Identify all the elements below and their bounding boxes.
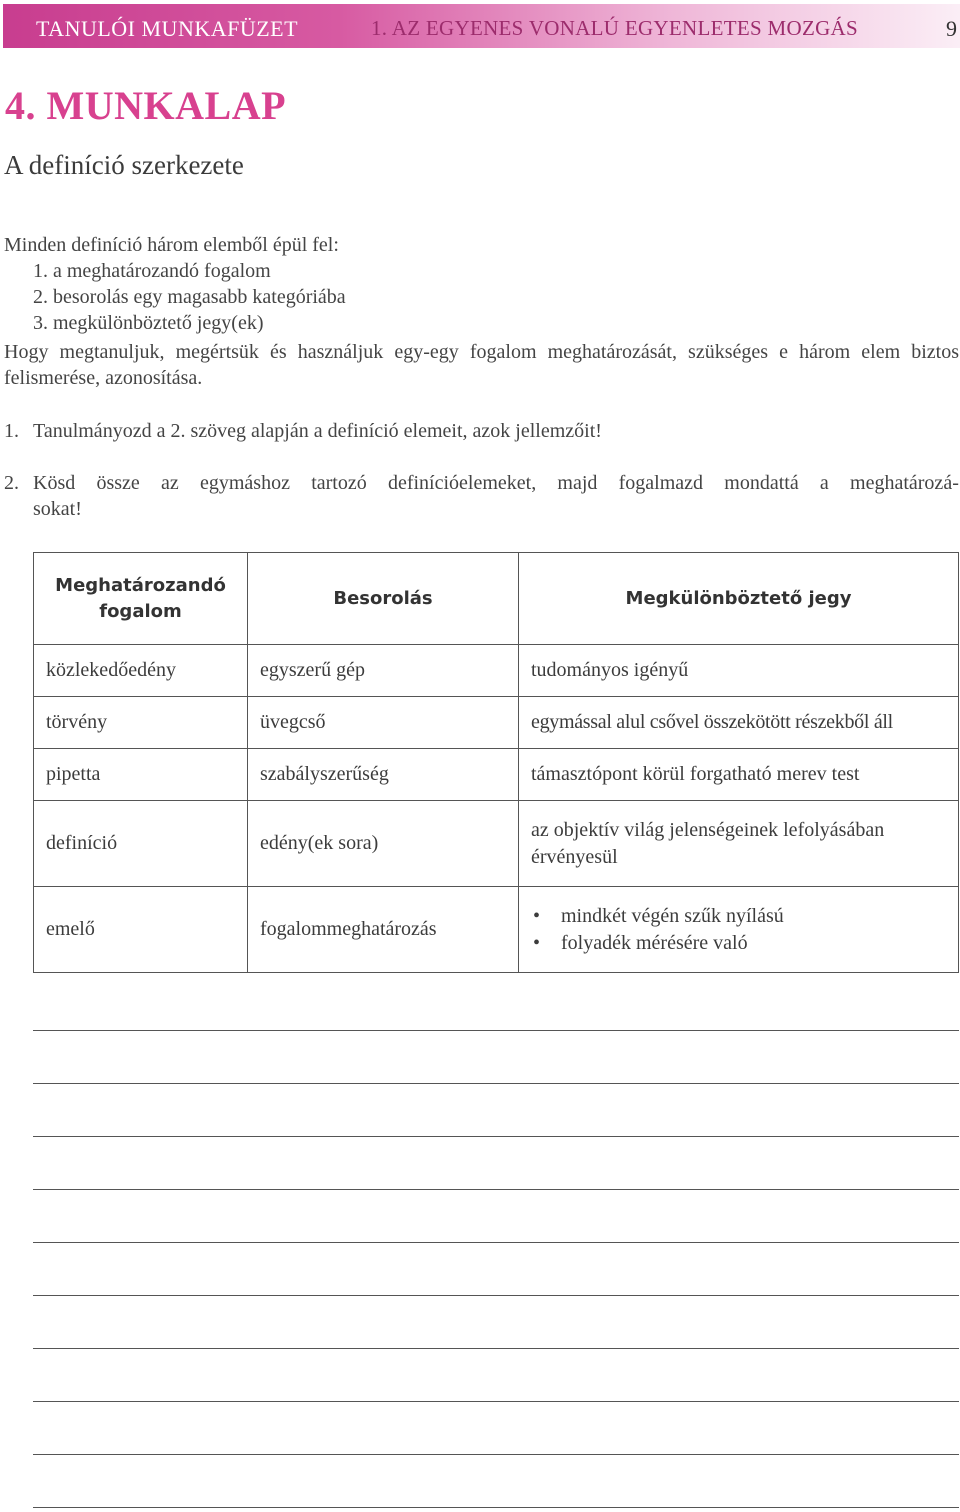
table-cell: tudományos igényű: [519, 645, 959, 697]
definition-elements-list: [33, 258, 346, 336]
bullet-icon: •: [533, 904, 541, 927]
column-header-concept: Meghatározandó fogalom: [34, 553, 248, 645]
definition-table: [33, 552, 959, 973]
header-chapter-title: 1. AZ EGYENES VONALÚ EGYENLETES MOZGÁS: [371, 16, 858, 40]
table-cell: az objektív világ jelenségeinek lefolyásában érvényesül: [519, 801, 959, 887]
table-row: [34, 697, 959, 749]
table-cell: emelő: [34, 887, 248, 973]
header-workbook-title: TANULÓI MUNKAFÜZET: [36, 16, 299, 41]
answer-line[interactable]: [33, 1189, 959, 1190]
column-header-classification: Besorolás: [248, 553, 519, 645]
answer-line[interactable]: [33, 1030, 959, 1031]
task-word: a: [819, 472, 829, 494]
task-word: az: [161, 472, 179, 494]
table-cell: definíció: [34, 801, 248, 887]
answer-line[interactable]: [33, 1083, 959, 1084]
task-2-line-2: sokat!: [33, 498, 82, 520]
bullet-icon: •: [533, 931, 541, 954]
task-word: majd: [557, 472, 598, 494]
task-2: [4, 470, 959, 522]
table-row: [34, 749, 959, 801]
answer-line[interactable]: [33, 1401, 959, 1402]
explanation-text: Hogy megtanuljuk, megértsük és használjuk egy-egy fogalom meghatározását, szükséges e három elem biztos felismerése, azonosítása.: [4, 341, 959, 389]
intro-text: Minden definíció három elemből épül fel:: [4, 234, 339, 256]
header-bar: [3, 4, 960, 48]
feature-bullet-list: [531, 903, 946, 957]
table-cell: szabályszerűség: [248, 749, 519, 801]
task-number: 1.: [4, 420, 19, 442]
list-item: [531, 903, 946, 930]
table-cell: edény(ek sora): [248, 801, 519, 887]
bullet-text: folyadék mérésére való: [561, 931, 748, 954]
table-cell: egyszerű gép: [248, 645, 519, 697]
table-cell: pipetta: [34, 749, 248, 801]
table-header-row: [34, 553, 959, 645]
task-word: meghatározá-: [850, 472, 959, 494]
answer-line[interactable]: [33, 1242, 959, 1243]
task-number: 2.: [4, 472, 19, 494]
task-word: egymáshoz: [199, 472, 290, 494]
bullet-text: mindkét végén szűk nyílású: [561, 904, 784, 927]
answer-line[interactable]: [33, 1136, 959, 1137]
list-item: [531, 930, 946, 957]
page-number: 9: [946, 16, 957, 41]
task-text: Tanulmányozd a 2. szöveg alapján a definíció elemeit, azok jellemzőit!: [33, 420, 602, 442]
table-cell: üvegcső: [248, 697, 519, 749]
worksheet-subtitle: A definíció szerkezete: [4, 150, 244, 180]
table-row: [34, 801, 959, 887]
task-word: mondattá: [724, 472, 799, 494]
table-row: [34, 645, 959, 697]
task-word: Kösd: [33, 472, 76, 494]
definition-element: 2. besorolás egy magasabb kategóriába: [33, 286, 346, 308]
table-cell: fogalommeghatározás: [248, 887, 519, 973]
answer-line[interactable]: [33, 1507, 959, 1508]
table-cell: törvény: [34, 697, 248, 749]
task-word: tartozó: [311, 472, 367, 494]
table-cell: [519, 887, 959, 973]
worksheet-title: 4. MUNKALAP: [5, 83, 287, 128]
table-cell: támasztópont körül forgatható merev test: [519, 749, 959, 801]
column-header-distinguishing-feature: Megkülönböztető jegy: [519, 553, 959, 645]
task-1: [4, 418, 602, 444]
answer-line[interactable]: [33, 1348, 959, 1349]
table-cell: egymással alul csővel összekötött részekből áll: [519, 697, 959, 749]
answer-line[interactable]: [33, 1454, 959, 1455]
table-row: [34, 887, 959, 973]
task-word: fogalmazd: [618, 472, 704, 494]
task-word: definícióelemeket,: [387, 472, 537, 494]
table-cell: közlekedőedény: [34, 645, 248, 697]
task-word: össze: [96, 472, 140, 494]
definition-element: 1. a meghatározandó fogalom: [33, 260, 271, 282]
definition-element: 3. megkülönböztető jegy(ek): [33, 312, 264, 334]
answer-line[interactable]: [33, 1295, 959, 1296]
task-2-line-1: [4, 470, 959, 496]
